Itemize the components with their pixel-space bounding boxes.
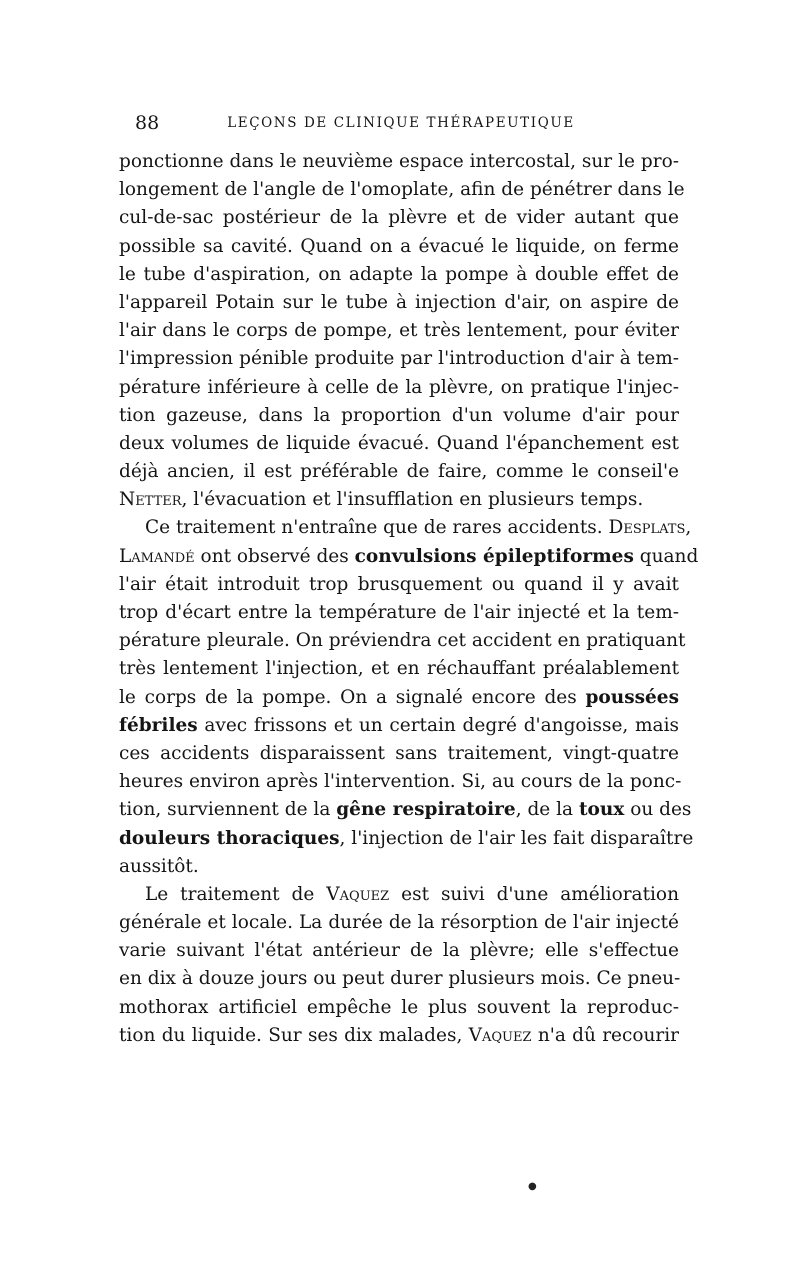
text-segment: , l'injection de l'air les fait disparaître — [339, 827, 694, 849]
author-name: Vaquez — [468, 1024, 532, 1046]
text-line — [119, 374, 679, 402]
text-line — [119, 825, 694, 853]
author-name: Vaquez — [326, 883, 390, 905]
text-segment: Le traitement de — [145, 883, 327, 905]
text-line — [119, 204, 679, 232]
text-line — [119, 740, 679, 768]
emphasis-term: fébriles — [119, 714, 198, 736]
text-line — [119, 176, 685, 204]
text-line — [119, 712, 679, 740]
text-segment: tion gazeuse, dans la proportion d'un volume d'air pour — [119, 404, 679, 426]
page-number: 88 — [135, 112, 160, 134]
text-segment: n'a dû recourir — [531, 1024, 680, 1046]
author-name: Netter — [119, 489, 182, 511]
emphasis-term: poussées — [585, 686, 679, 708]
text-segment: le corps de la pompe. On a signalé encore des — [119, 686, 586, 708]
text-line — [119, 148, 679, 176]
text-segment: avec frissons et un certain degré d'angoisse, mais — [197, 714, 679, 736]
text-segment: tion du liquide. Sur ses dix malades, — [119, 1024, 469, 1046]
text-segment: , l'évacuation et l'insufflation en plusieurs temps. — [181, 489, 644, 511]
emphasis-term: douleurs thoraciques — [119, 827, 340, 849]
text-segment: , de la — [515, 799, 579, 821]
text-line — [119, 965, 679, 993]
text-segment: cul-de-sac postérieur de la plèvre et de vider autant que — [119, 207, 679, 229]
running-title: LEÇONS DE CLINIQUE THÉRAPEUTIQUE — [227, 115, 575, 131]
emphasis-term: toux — [578, 799, 625, 821]
text-line — [119, 486, 679, 514]
body-text — [119, 148, 699, 1050]
text-segment: quand — [633, 545, 699, 567]
text-line — [119, 571, 679, 599]
text-segment: ou des — [624, 799, 692, 821]
text-segment: pérature inférieure à celle de la plèvre, on pratique l'injec- — [119, 376, 679, 398]
text-segment: varie suivant l'état antérieur de la plèvre; elle s'effectue — [119, 940, 679, 962]
text-segment: aussitôt. — [119, 855, 199, 877]
text-line — [119, 881, 679, 909]
text-line — [119, 402, 679, 430]
emphasis-term: gêne respiratoire — [336, 799, 516, 821]
text-line — [119, 768, 682, 796]
text-segment: tion, surviennent de la — [119, 799, 337, 821]
text-segment: générale et locale. La durée de la résorption de l'air injecté — [119, 912, 679, 934]
text-segment: le tube d'aspiration, on adapte la pompe à double effet de — [119, 263, 679, 285]
text-segment: ponctionne dans le neuvième espace intercostal, sur le pro- — [119, 151, 679, 172]
author-name: Desplats — [608, 517, 686, 539]
text-line — [119, 627, 686, 655]
text-line — [119, 909, 679, 937]
text-segment: heures environ après l'intervention. Si, au cours de la ponc- — [119, 771, 682, 793]
text-line — [119, 684, 679, 712]
text-segment: , — [685, 517, 692, 539]
text-line — [119, 994, 679, 1022]
text-segment: Ce traitement n'entraîne que de rares accidents. — [145, 517, 609, 539]
text-line — [119, 289, 679, 317]
text-segment: déjà ancien, il est préférable de faire, comme le conseil'e — [119, 461, 679, 483]
text-line — [119, 345, 679, 373]
emphasis-term: convulsions épileptiformes — [354, 545, 634, 567]
text-segment: ont observé des — [194, 545, 355, 567]
text-line — [119, 937, 679, 965]
text-line — [119, 543, 699, 571]
text-line — [119, 853, 679, 881]
text-line — [119, 430, 679, 458]
text-line — [119, 514, 692, 542]
text-segment: longement de l'angle de l'omoplate, afin de pénétrer dans le — [119, 179, 685, 201]
text-segment: mothorax artificiel empêche le plus souvent la reproduc- — [119, 996, 679, 1018]
print-mark: ● — [528, 1181, 537, 1192]
text-line — [119, 1022, 679, 1050]
text-segment: trop d'écart entre la température de l'air injecté et la tem- — [119, 602, 679, 623]
text-segment: deux volumes de liquide évacué. Quand l'épanchement est — [119, 432, 679, 454]
text-segment: possible sa cavité. Quand on a évacué le liquide, on ferme — [119, 235, 679, 257]
text-segment: l'impression pénible produite par l'introduction d'air à tem- — [119, 348, 679, 370]
text-line — [119, 796, 692, 824]
text-line — [119, 261, 679, 289]
text-segment: est suivi d'une amélioration — [389, 883, 679, 905]
text-line — [119, 655, 679, 683]
running-head — [123, 112, 679, 136]
text-segment: l'air dans le corps de pompe, et très lentement, pour éviter — [119, 320, 679, 342]
text-segment: très lentement l'injection, et en réchauffant préalablement — [119, 658, 679, 680]
text-line — [119, 317, 679, 345]
text-line — [119, 233, 679, 261]
text-segment: en dix à douze jours ou peut durer plusieurs mois. Ce pneu- — [119, 968, 681, 990]
text-segment: l'appareil Potain sur le tube à injection d'air, on aspire de — [119, 291, 679, 313]
text-line — [119, 599, 679, 627]
text-segment: l'air était introduit trop brusquement ou quand il y avait — [119, 573, 679, 595]
author-name: Lamandé — [119, 545, 195, 567]
text-segment: ces accidents disparaissent sans traitement, vingt-quatre — [119, 742, 679, 764]
text-line — [119, 458, 679, 486]
text-segment: pérature pleurale. On préviendra cet accident en pratiquant — [119, 630, 686, 652]
